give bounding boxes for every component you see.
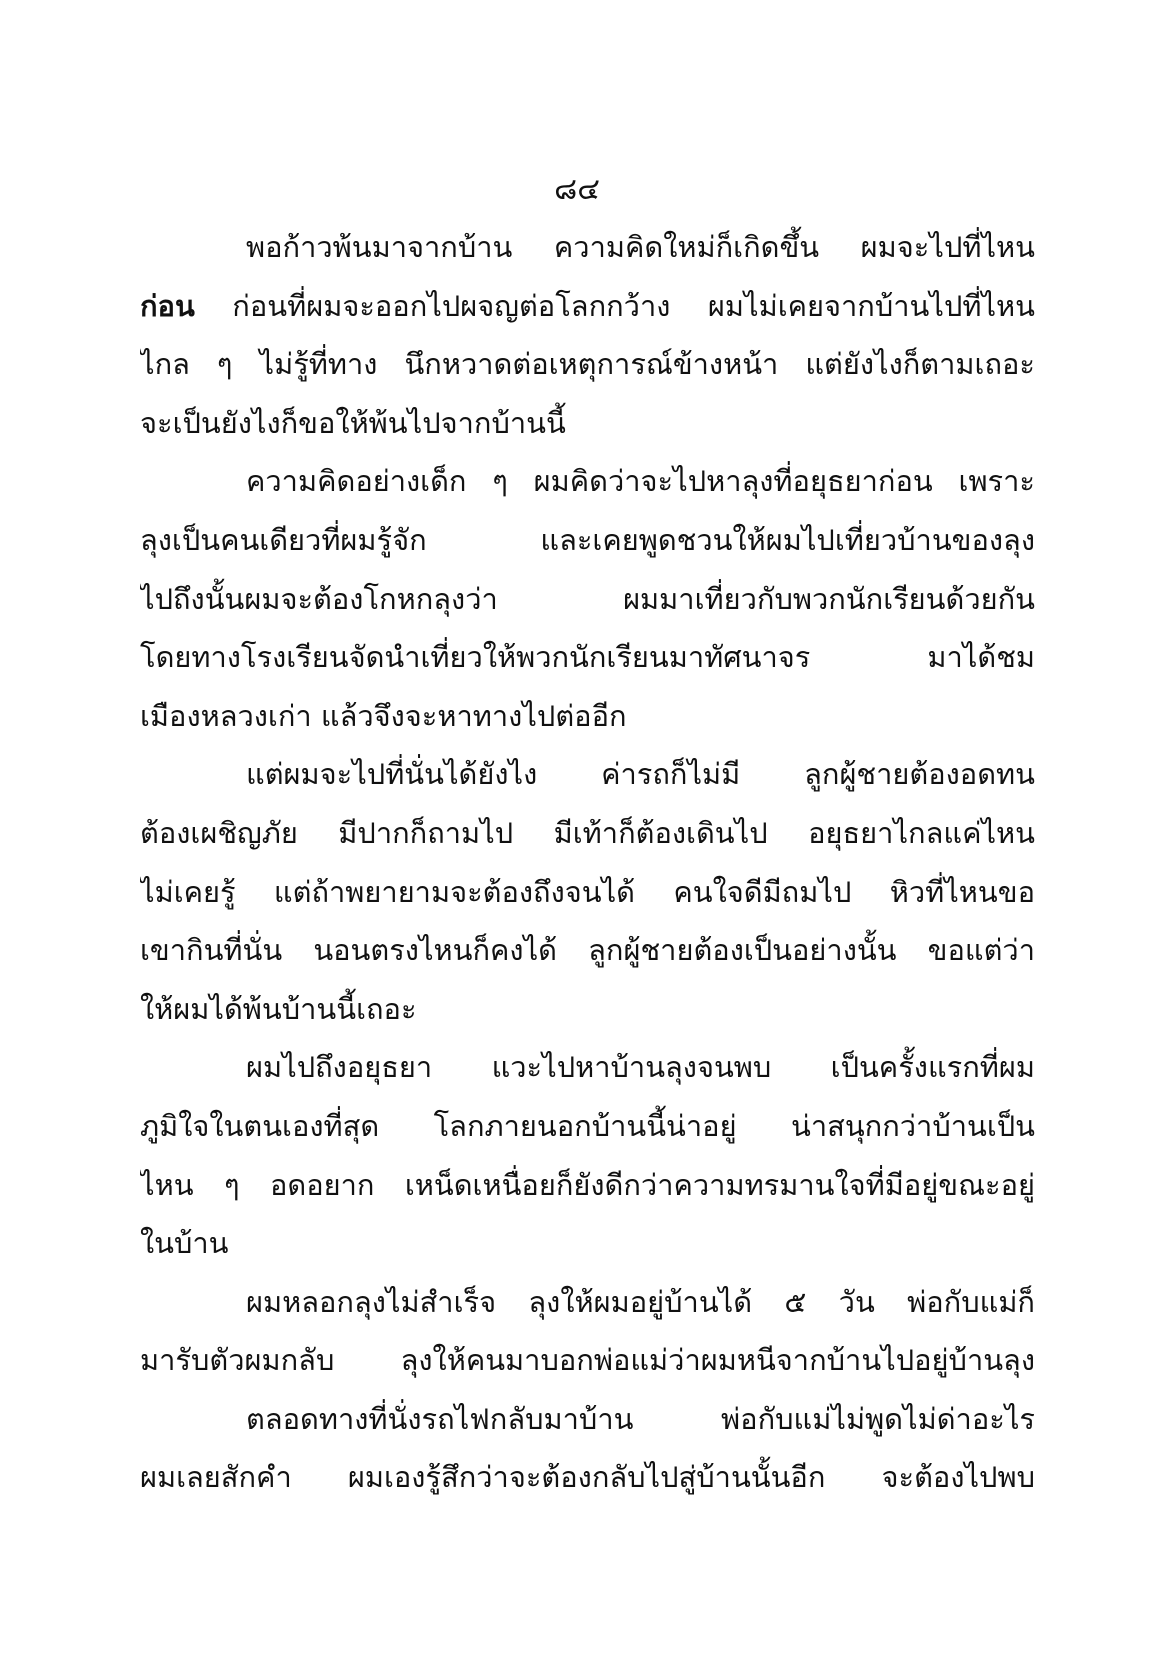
text-line: แต่ผมจะไปที่นั่นได้ยังไง ค่ารถก็ไม่มี ลูกผู้ชายต้องอดทน [246,757,1035,792]
text-line: ไกล ๆ ไม่รู้ที่ทาง นึกหวาดต่อเหตุการณ์ข้างหน้า แต่ยังไงก็ตามเถอะ [140,347,1035,382]
text-line: โดยทางโรงเรียนจัดนำเที่ยวให้พวกนักเรียนมาทัศนาจร มาได้ชม [140,640,1035,675]
text-line: ไหน ๆ อดอยาก เหน็ดเหนื่อยก็ยังดีกว่าความทรมานใจที่มีอยู่ขณะอยู่ [140,1167,1035,1202]
text-line: ความคิดอย่างเด็ก ๆ ผมคิดว่าจะไปหาลุงที่อยุธยาก่อน เพราะ [246,464,1035,499]
text-line: ต้องเผชิญภัย มีปากก็ถามไป มีเท้าก็ต้องเดินไป อยุธยาไกลแค่ไหน [140,815,1035,850]
text-line: ไปถึงนั้นผมจะต้องโกหกลุงว่า ผมมาเที่ยวกับพวกนักเรียนด้วยกัน [140,581,1035,616]
page-number: ๘๔ [554,172,600,207]
body-text [140,218,1035,1507]
text-line: ตลอดทางที่นั่งรถไฟกลับมาบ้าน พ่อกับแม่ไม่พูดไม่ด่าอะไร [246,1401,1035,1436]
text-line: เขากินที่นั่น นอนตรงไหนก็คงได้ ลูกผู้ชายต้องเป็นอย่างนั้น ขอแต่ว่า [140,933,1035,968]
text-line: จะเป็นยังไงก็ขอให้พ้นไปจากบ้านนี้ [140,405,566,440]
text-line: ผมหลอกลุงไม่สำเร็จ ลุงให้ผมอยู่บ้านได้ ๕ วัน พ่อกับแม่ก็ [246,1284,1035,1319]
text-line: ไม่เคยรู้ แต่ถ้าพยายามจะต้องถึงจนได้ คนใจดีมีถมไป หิวที่ไหนขอ [140,874,1035,909]
text-line: พอก้าวพ้นมาจากบ้าน ความคิดใหม่ก็เกิดขึ้น ผมจะไปที่ไหน [246,230,1035,264]
text-line: ผมไปถึงอยุธยา แวะไปหาบ้านลุงจนพบ เป็นครั้งแรกที่ผม [246,1050,1035,1085]
text-line: ลุงเป็นคนเดียวที่ผมรู้จัก และเคยพูดชวนให้ผมไปเที่ยวบ้านของลุง [140,522,1035,557]
text-line: ภูมิใจในตนเองที่สุด โลกภายนอกบ้านนี้น่าอยู่ น่าสนุกกว่าบ้านเป็น [140,1108,1035,1143]
text-line: ในบ้าน [140,1226,229,1261]
text-line: มารับตัวผมกลับ ลุงให้คนมาบอกพ่อแม่ว่าผมหนีจากบ้านไปอยู่บ้านลุง [140,1343,1035,1378]
text-line: ผมเลยสักคำ ผมเองรู้สึกว่าจะต้องกลับไปสู่บ้านนั้นอีก จะต้องไปพบ [140,1460,1035,1495]
bold-word: ก่อน [140,288,195,323]
text-line: เมืองหลวงเก่า แล้วจึงจะหาทางไปต่ออีก [140,698,627,733]
text-line: ก่อน ก่อนที่ผมจะออกไปผจญต่อโลกกว้าง ผมไม่เคยจากบ้านไปที่ไหน [140,288,1035,323]
text-line: ให้ผมได้พ้นบ้านนี้เถอะ [140,991,417,1026]
